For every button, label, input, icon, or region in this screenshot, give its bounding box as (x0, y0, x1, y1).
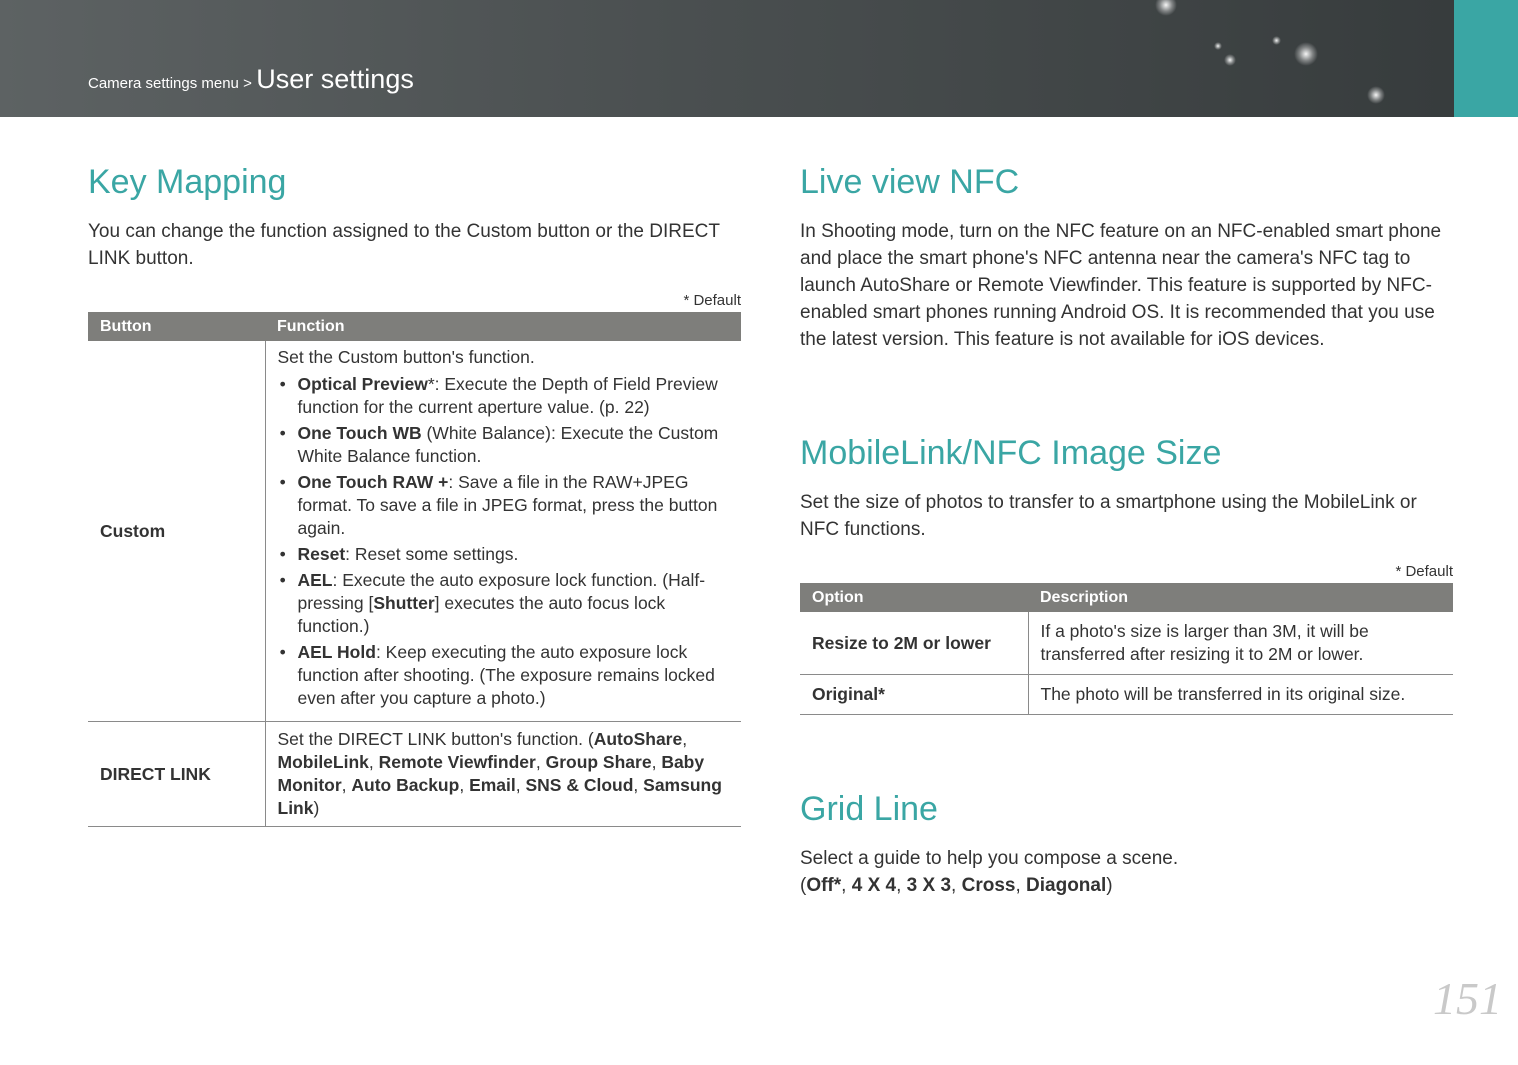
row-key: Original* (800, 675, 1028, 715)
sparkle-decoration (1155, 0, 1177, 16)
default-note: * Default (1395, 563, 1453, 580)
column-header-option: Option (800, 583, 1028, 612)
closing-paren: ) (1106, 875, 1113, 896)
option-name: 4 X 4 (851, 875, 897, 896)
list-item (296, 422, 730, 468)
option-name: 3 X 3 (906, 875, 952, 896)
direct-link-options: AutoShare, MobileLink, Remote Viewfinder, Group Share, Baby Monitor, Auto Backup, Email, SNS & Cloud, Samsung Link (277, 729, 722, 818)
table-row (800, 675, 1453, 715)
option-term: One Touch WB (297, 423, 422, 443)
page-header (0, 0, 1518, 117)
grid-line-options (800, 872, 1453, 899)
header-accent-tab (1454, 0, 1518, 117)
live-view-nfc-text: In Shooting mode, turn on the NFC feature on an NFC-enabled smart phone and place the smart phone's NFC antenna near the camera's NFC tag to launch AutoShare or Remote Viewfinder. This feature is supported by NFC-enabled smart phones running Android OS. It is recommended that you use the latest version. This feature is not available for iOS devices. (800, 221, 1442, 350)
table-header-row (800, 583, 1453, 612)
option-name: Samsung Link (277, 775, 722, 818)
key-mapping-table (88, 312, 741, 827)
column-header-description: Description (1028, 583, 1453, 612)
direct-link-lead: Set the DIRECT LINK button's function. ( (277, 729, 594, 749)
opening-paren: ( (800, 875, 807, 896)
default-note: * Default (683, 292, 741, 309)
option-description: : Keep executing the auto exposure lock function after shooting. (The exposure remains locked even after you capture a photo.) (297, 642, 715, 708)
breadcrumb-parent: Camera settings menu > (88, 75, 252, 92)
default-marker: * (427, 374, 435, 394)
option-name: MobileLink (277, 752, 369, 772)
option-name: Group Share (545, 752, 652, 772)
option-name: Off* (806, 875, 842, 896)
row-value-custom (265, 341, 741, 722)
option-name: AutoShare (593, 729, 683, 749)
option-term: AEL (297, 570, 333, 590)
row-value: If a photo's size is larger than 3M, it will be transferred after resizing it to 2M or lower. (1028, 612, 1453, 675)
option-description: : Execute the Depth of Field Preview function for the current aperture value. (p. 22) (297, 374, 718, 417)
grid-line-text (800, 845, 1453, 899)
custom-options-list (278, 373, 730, 710)
closing-paren: ) (313, 798, 320, 818)
row-value-direct-link (265, 722, 741, 827)
table-row-direct-link (88, 722, 741, 827)
option-description: : Execute the auto exposure lock function. (Half-pressing [Shutter] executes the auto focus lock function.) (297, 570, 706, 636)
option-name: Cross (961, 875, 1016, 896)
option-term: Reset (297, 544, 346, 564)
list-item (296, 373, 730, 419)
shutter-button-term: Shutter (373, 593, 435, 613)
sparkle-decoration (1272, 36, 1281, 45)
custom-lead: Set the Custom button's function. (277, 347, 535, 367)
left-column (88, 160, 741, 827)
key-mapping-intro: You can change the function assigned to the Custom button or the DIRECT LINK button. (88, 221, 720, 269)
option-term: One Touch RAW + (297, 472, 449, 492)
table-header-row (88, 312, 741, 341)
mobilelink-size-intro: Set the size of photos to transfer to a smartphone using the MobileLink or NFC functions. (800, 492, 1417, 540)
right-column (800, 160, 1453, 899)
column-header-function: Function (265, 312, 741, 341)
row-key: Resize to 2M or lower (800, 612, 1028, 675)
key-mapping-title: Key Mapping (88, 163, 287, 201)
list-item (296, 569, 730, 638)
option-term: AEL Hold (297, 642, 376, 662)
page-number: 151 (1433, 973, 1502, 1024)
option-description: : Save a file in the RAW+JPEG format. To save a file in JPEG format, press the button again. (297, 472, 718, 538)
option-description: : Reset some settings. (345, 544, 519, 564)
table-row-custom (88, 341, 741, 722)
column-header-button: Button (88, 312, 265, 341)
option-term: Optical Preview (297, 374, 428, 394)
sparkle-decoration (1224, 54, 1236, 66)
grid-line-title: Grid Line (800, 790, 938, 828)
list-item (296, 543, 730, 566)
breadcrumb (88, 64, 414, 95)
option-name: Auto Backup (351, 775, 460, 795)
list-item (296, 641, 730, 710)
live-view-nfc-title: Live view NFC (800, 163, 1020, 201)
mobilelink-size-table (800, 583, 1453, 715)
grid-line-description: Select a guide to help you compose a scene. (800, 848, 1179, 869)
option-description: (White Balance): Execute the Custom White Balance function. (297, 423, 719, 466)
option-name: Email (469, 775, 516, 795)
breadcrumb-current: User settings (256, 64, 414, 94)
mobilelink-size-title: MobileLink/NFC Image Size (800, 434, 1222, 472)
sparkle-decoration (1367, 86, 1385, 104)
table-row (800, 612, 1453, 675)
option-name: Diagonal (1026, 875, 1107, 896)
option-name: Remote Viewfinder (378, 752, 536, 772)
row-key-direct-link: DIRECT LINK (88, 722, 265, 827)
sparkle-decoration (1294, 42, 1318, 66)
option-name: SNS & Cloud (525, 775, 634, 795)
list-item (296, 471, 730, 540)
option-name: Baby Monitor (277, 752, 705, 795)
row-value: The photo will be transferred in its original size. (1028, 675, 1453, 715)
row-key-custom: Custom (88, 341, 265, 722)
grid-option-list: Off*, 4 X 4, 3 X 3, Cross, Diagonal (806, 875, 1107, 896)
sparkle-decoration (1214, 42, 1222, 50)
